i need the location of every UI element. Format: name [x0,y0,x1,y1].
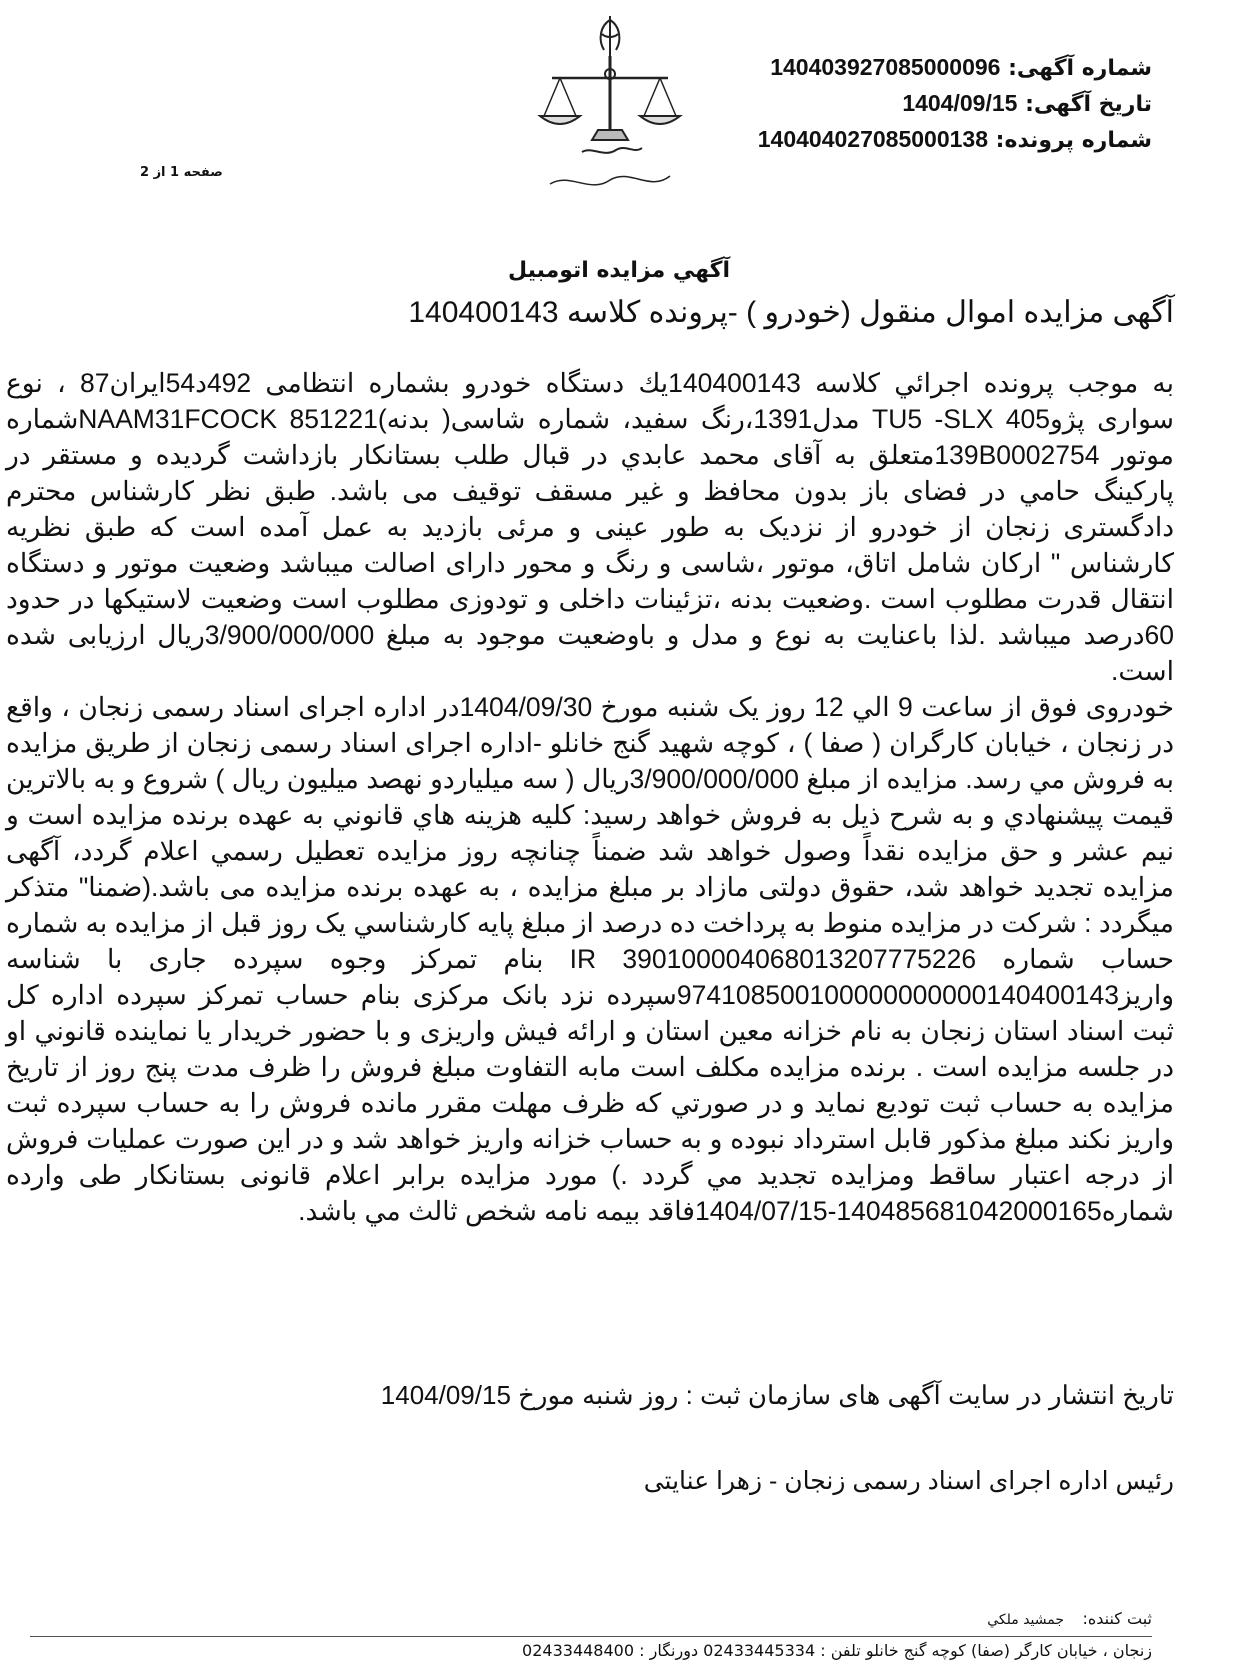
body-paragraph-2: خودروی فوق از ساعت 9 الي 12 روز یک شنبه مورخ 1404/09/30در اداره اجرای اسناد رسمی زنجان ، واقع در زنجان ، خیابان کارگران ( صفا ) ، کوچه شهید گنج خانلو -اداره اجرای اسناد رسمی زنجان از طريق مزايده به فروش مي رسد. مزايده از مبلغ 3/900/000/000ریال ( سه میلیاردو نهصد میلیون ریال ) شروع و به بالاترين قيمت پيشنهادي و به شرح ذيل به فروش خواهد رسيد: کليه هزينه هاي قانوني به عهده برنده مزايده است و نيم عشر و حق مزايده نقداً وصول خواهد شد ضمناً چنانچه روز مزايده تعطيل رسمي اعلام گردد، آگهی مزايده تجديد خواهد شد، حقوق دولتی مازاد بر مبلغ مزایده ، به عهده برنده مزایده می باشد.(ضمنا" متذکر میگردد : شرکت در مزایده منوط به پرداخت ده درصد از مبلغ پایه کارشناسي یک روز قبل از مزایده به شماره حساب شماره IR 390100004068013207775226 بنام تمرکز وجوه سپرده جاری با شناسه واریز974108500100000000000140400143سپرده نزد بانک مرکزی بنام حساب تمرکز سپرده اداره کل ثبت اسناد استان زنجان به نام خزانه معین استان و ارائه فیش واریزی و با حضور خريدار يا نماينده قانوني او در جلسه مزايده است . برنده مزایده مکلف است مابه التفاوت مبلغ فروش را ظرف مدت پنج روز از تاريخ مزايده به حساب ثبت توديع نمايد و در صورتي که ظرف مهلت مقرر مانده فروش را به حساب سپرده ثبت واريز نکند مبلغ مذکور قابل استرداد نبوده و به حساب خزانه واريز خواهد شد و در اين صورت عمليات فروش از درجه اعتبار ساقط ومزايده تجديد مي گردد .) مورد مزايده برابر اعلام قانونی بستانکار طی وارده شماره140485681042000165-1404/07/15فاقد بیمه نامه شخص ثالث مي باشد. [6,692,1174,1226]
chief-signature-line: رئیس اداره اجرای اسناد رسمی زنجان - زهرا عنایتی [643,1467,1174,1495]
body-paragraph-1: به موجب پرونده اجرائي کلاسه 140400143يك دستگاه خودرو بشماره انتظامی 492د54ایران87 ، نوع سواری پژو405 TU5 -SLX مدل1391،رنگ سفید، شماره شاسی( بدنه)NAAM31FCOCK 851221شماره موتور 139B0002754متعلق به آقای محمد عابدي در قبال طلب بستانکار بازداشت گردیده و مستقر در پارکینگ حامي در فضای باز بدون محافظ و غیر مسقف توقیف می باشد. طبق نظر کارشناس محترم دادگستری زنجان از خودرو از نزدیک به طور عینی و مرئی بازدید به عمل آمده است که طبق نظریه کارشناس " ارکان شامل اتاق، موتور ،شاسی و رنگ و محور دارای اصالت میباشد وضعیت موتور و دستگاه انتقال قدرت مطلوب است .وضعیت بدنه ،تزئینات داخلی و تودوزی مطلوب است وضعیت لاستیکها در حدود 60درصد میباشد .لذا باعنایت به نوع و مدل و باوضعیت موجود به مبلغ 3/900/000/000ریال ارزیابی شده است. [6,368,1175,686]
document-subtitle: آگهی مزایده اموال منقول (خودرو ) -پرونده کلاسه 140400143 [408,296,1174,329]
registrar [987,1609,1152,1628]
document-title: آگهي مزايده اتومبيل [507,258,731,283]
footer-address: زنجان ، خیابان کارگر (صفا) کوچه گنج خانلو تلفن : 02433445334 دورنگار : 02433448400 [522,1641,1152,1660]
ad-number-row [758,50,1152,86]
ad-date-label: تاریخ آگهی: [1025,92,1152,117]
ad-date: 1404/09/15 [902,90,1018,116]
registrar-name: جمشید ملکي [987,1612,1065,1628]
document-body [6,365,1174,1229]
file-number: 140404027085000138 [757,126,988,152]
ad-date-row [758,86,1152,122]
page-indicator: صفحه 1 از 2 [140,165,223,180]
registrar-label: ثبت کننده: [1082,1609,1152,1628]
footer-divider [30,1636,1152,1637]
judiciary-emblem-icon [530,12,690,202]
ad-number: 140403927085000096 [770,54,1001,80]
ad-number-label: شماره آگهی: [1008,56,1152,81]
publish-date-line: تاریخ انتشار در سایت آگهی های سازمان ثبت : روز شنبه مورخ 1404/09/15 [380,1380,1174,1410]
ad-meta [758,50,1152,158]
file-number-label: شماره پرونده: [995,128,1152,153]
file-number-row [758,122,1152,158]
